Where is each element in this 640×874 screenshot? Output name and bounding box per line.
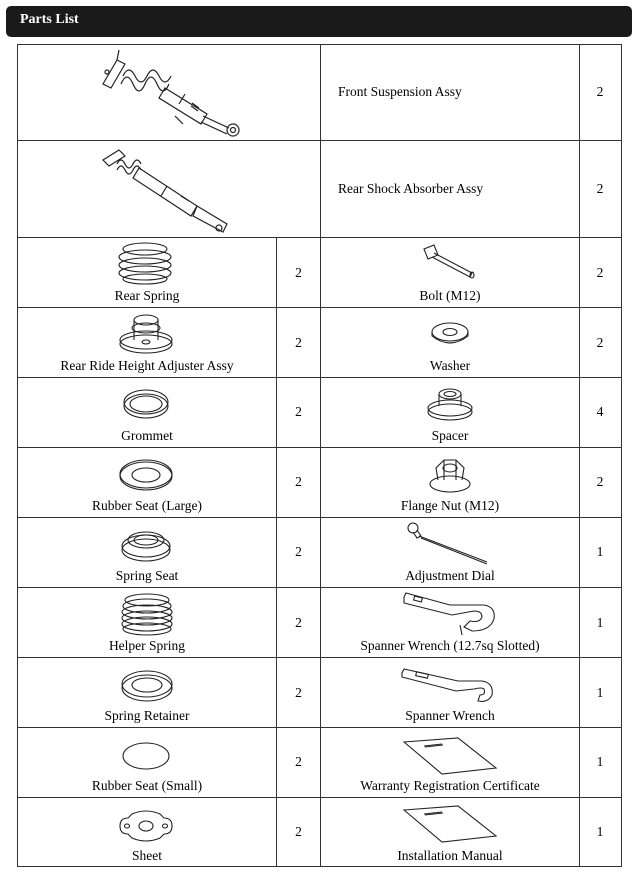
spring-seat-icon <box>120 524 172 564</box>
part-name: Spanner Wrench (12.7sq Slotted) <box>360 638 540 653</box>
washer-icon <box>430 320 470 348</box>
grommet-icon <box>122 386 170 422</box>
part-qty: 1 <box>596 544 604 559</box>
part-qty: 1 <box>596 824 604 839</box>
part-qty: 2 <box>295 335 302 350</box>
header-title: Parts List <box>20 12 79 27</box>
assembly-qty: 2 <box>596 84 604 99</box>
column-divider <box>320 44 321 867</box>
part-qty: 2 <box>596 335 604 350</box>
front-suspension-icon <box>95 46 245 138</box>
spanner-wrench-slotted-icon <box>400 591 500 637</box>
assembly-name: Front Suspension Assy <box>338 84 462 99</box>
part-name: Rear Spring <box>114 288 180 303</box>
part-qty: 2 <box>596 265 604 280</box>
part-name: Rubber Seat (Large) <box>92 498 202 513</box>
part-qty: 2 <box>295 615 302 630</box>
part-name: Spacer <box>431 428 469 443</box>
part-name: Grommet <box>121 428 173 443</box>
rubber-seat-large-icon <box>118 458 174 492</box>
part-name: Adjustment Dial <box>405 568 495 583</box>
rear-spring-icon <box>115 241 175 285</box>
part-name: Bolt (M12) <box>419 288 481 303</box>
part-name: Spring Retainer <box>104 708 190 723</box>
helper-spring-icon <box>120 592 174 638</box>
part-qty: 4 <box>596 404 604 419</box>
part-name: Spring Seat <box>115 568 179 583</box>
assembly-name: Rear Shock Absorber Assy <box>338 181 484 196</box>
parts-list-header <box>6 6 632 37</box>
part-qty: 2 <box>295 544 302 559</box>
assembly-qty: 2 <box>596 181 604 196</box>
part-qty: 2 <box>295 265 302 280</box>
adjustment-dial-icon <box>405 520 491 566</box>
part-name: Rubber Seat (Small) <box>91 778 203 793</box>
bolt-icon <box>420 243 480 279</box>
part-name: Rear Ride Height Adjuster Assy <box>60 358 234 373</box>
part-name: Helper Spring <box>108 638 186 653</box>
part-qty: 2 <box>295 754 302 769</box>
part-name: Flange Nut (M12) <box>400 498 500 513</box>
part-name: Sheet <box>132 848 162 863</box>
part-qty: 2 <box>596 474 604 489</box>
part-name: Washer <box>429 358 471 373</box>
part-name: Warranty Registration Certificate <box>360 778 540 793</box>
flange-nut-icon <box>428 454 472 494</box>
part-qty: 2 <box>295 474 302 489</box>
spacer-icon <box>425 386 475 422</box>
rubber-seat-small-icon <box>121 740 171 772</box>
spring-retainer-icon <box>120 666 174 704</box>
part-name: Installation Manual <box>397 848 503 863</box>
part-qty: 2 <box>295 824 302 839</box>
part-name: Spanner Wrench <box>405 708 495 723</box>
rear-shock-icon <box>97 146 242 236</box>
ride-height-adjuster-icon <box>116 310 176 356</box>
part-qty: 2 <box>295 404 302 419</box>
manual-icon <box>402 804 498 844</box>
part-qty: 1 <box>596 685 604 700</box>
part-qty: 2 <box>295 685 302 700</box>
part-qty: 1 <box>596 754 604 769</box>
sheet-icon <box>118 810 174 842</box>
column-divider <box>579 44 580 867</box>
spanner-wrench-icon <box>398 665 498 705</box>
certificate-icon <box>402 736 498 776</box>
part-qty: 1 <box>596 615 604 630</box>
